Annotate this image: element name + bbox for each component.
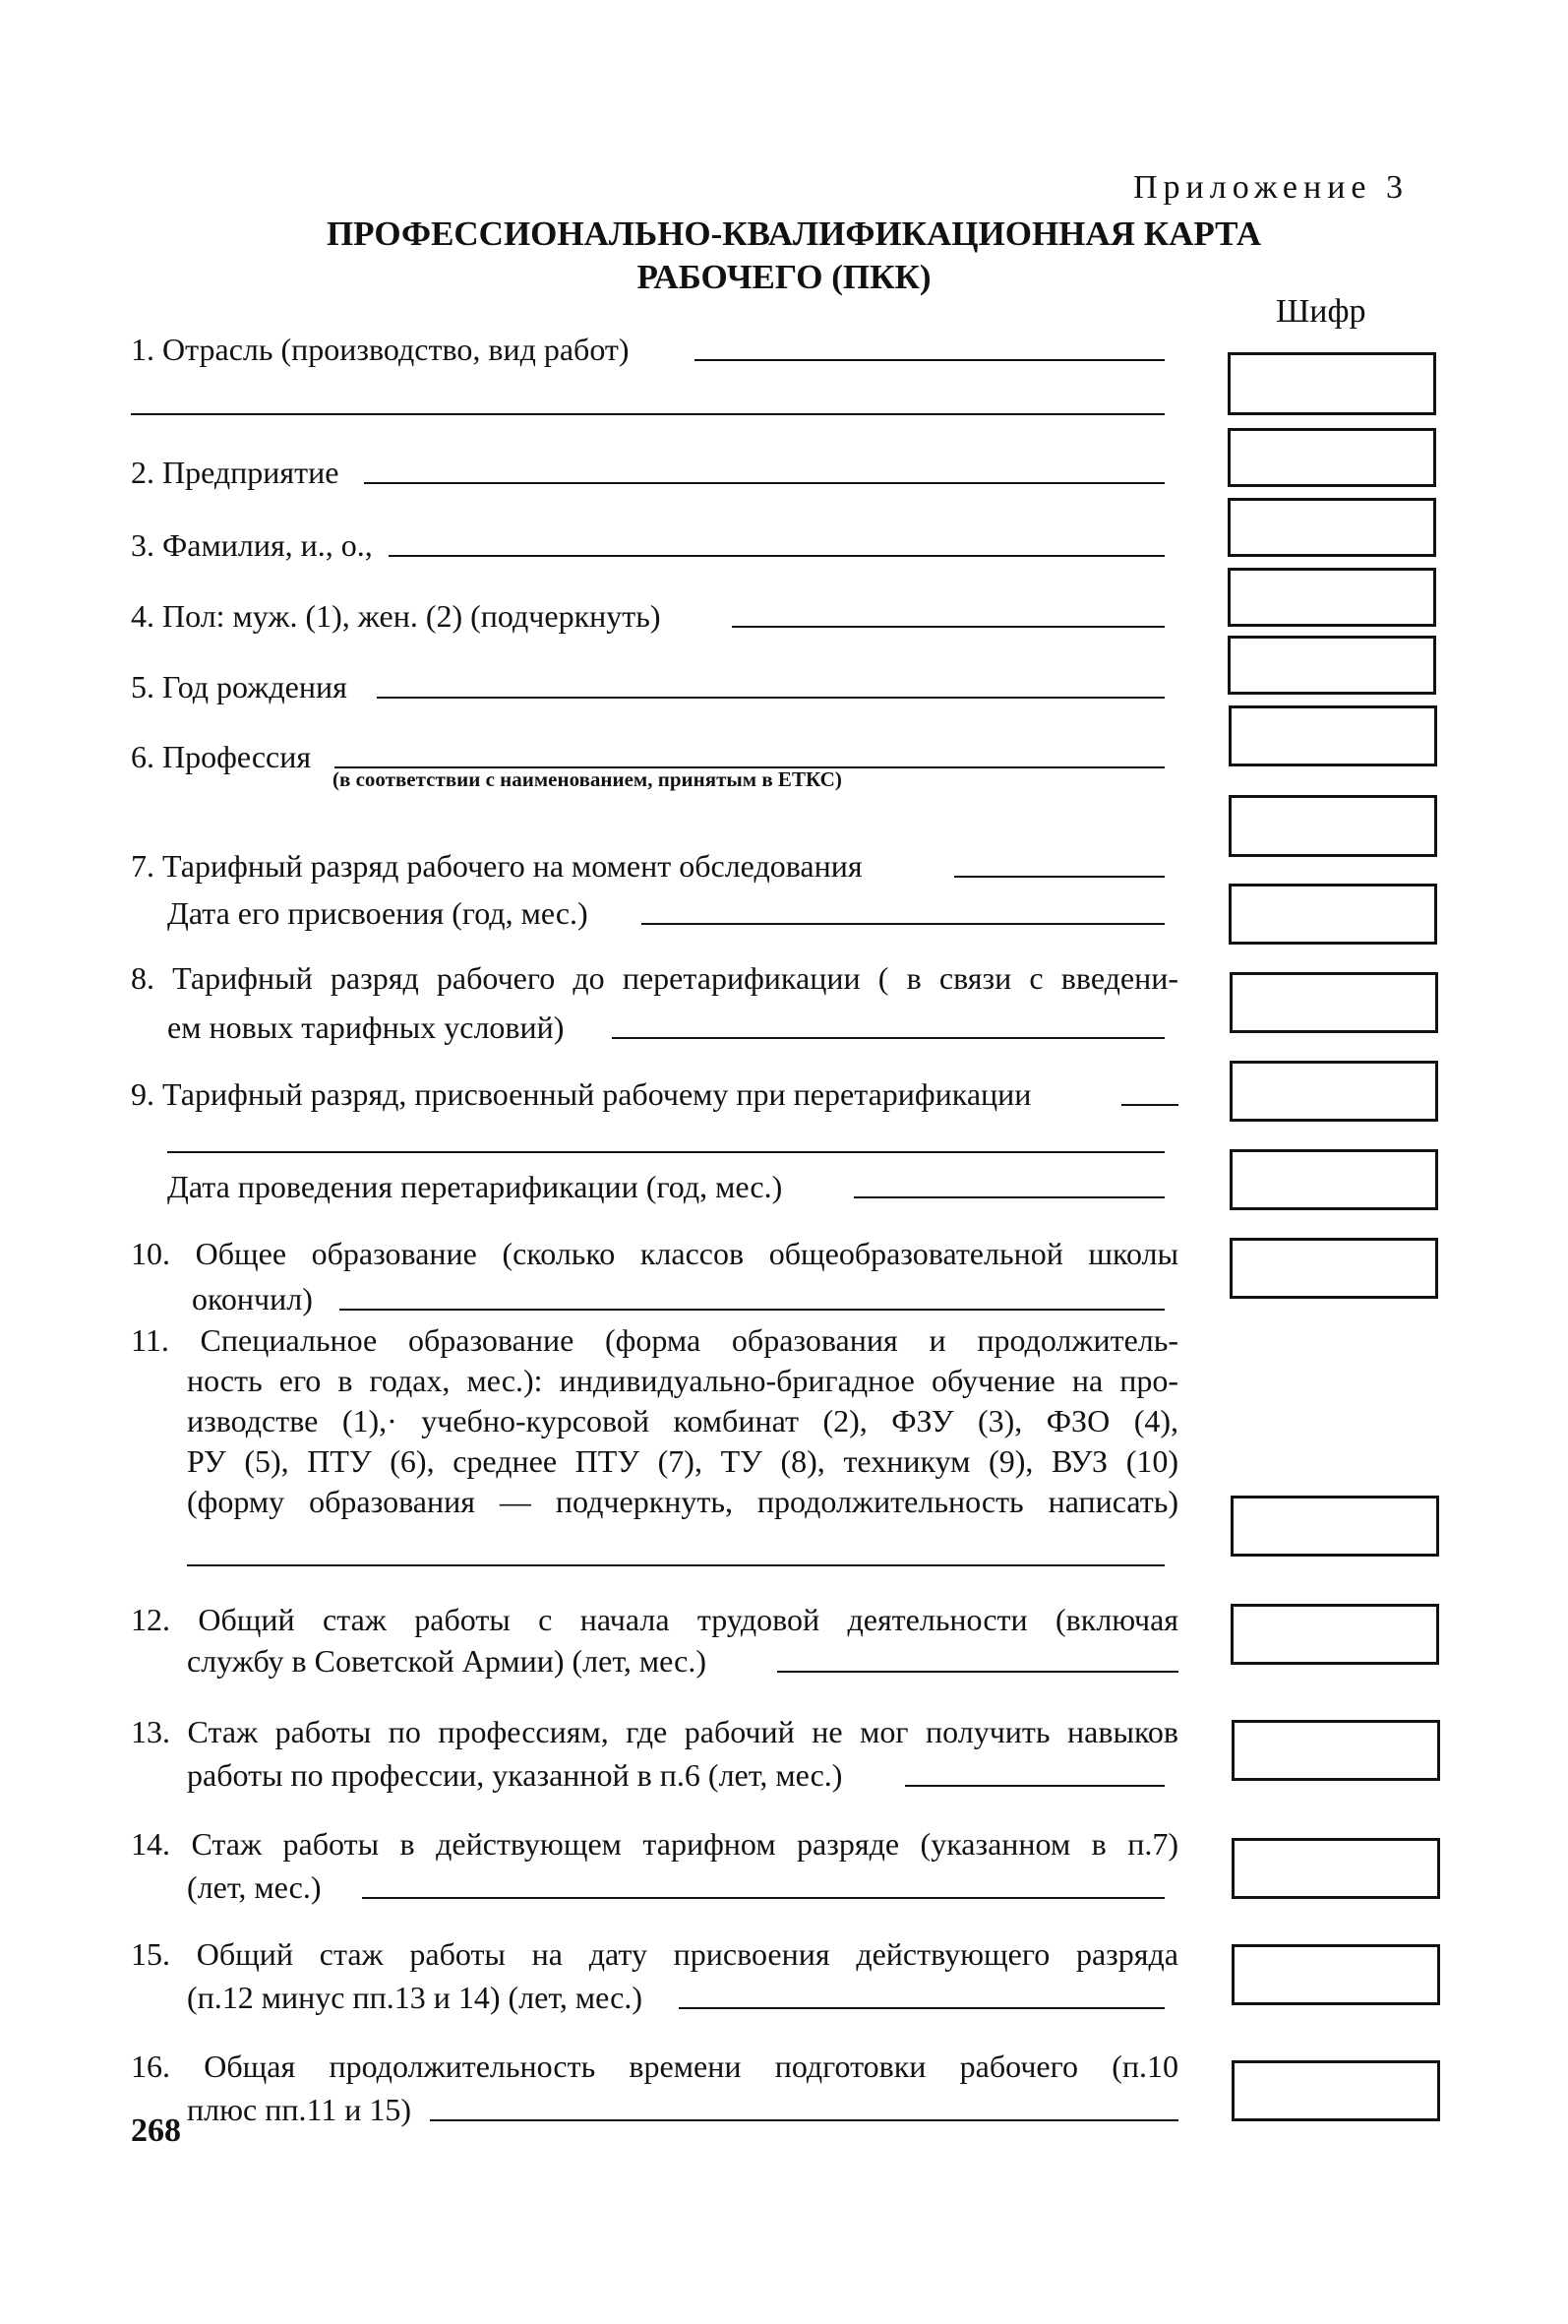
item-4-field[interactable]: [732, 626, 1165, 628]
item-1-label: 1. Отрасль (производство, вид работ): [131, 332, 630, 367]
cipher-box-10[interactable]: [1230, 1061, 1438, 1122]
item-1-field[interactable]: [694, 359, 1165, 361]
cipher-box-3[interactable]: [1228, 498, 1436, 557]
cipher-box-12[interactable]: [1230, 1238, 1438, 1299]
item-3-label: 3. Фамилия, и., о.,: [131, 527, 373, 563]
item-12-line1: 12. Общий стаж работы с начала трудовой деятельности (включая: [131, 1602, 1178, 1637]
item-7-field[interactable]: [954, 876, 1165, 878]
item-13-line1: 13. Стаж работы по профессиям, где рабочий не мог получить навыков: [131, 1714, 1178, 1749]
item-6-note: (в соответствии с наименованием, принятым в ЕТКС): [332, 767, 842, 791]
item-16-line2: плюс пп.11 и 15): [187, 2092, 412, 2127]
item-4-label: 4. Пол: муж. (1), жен. (2) (подчеркнуть): [131, 598, 661, 634]
item-11-line5: (форму образования — подчеркнуть, продолжительность написать): [187, 1484, 1178, 1519]
item-1-field-extra[interactable]: [131, 413, 1165, 415]
item-8-field[interactable]: [612, 1037, 1165, 1039]
cipher-box-18[interactable]: [1232, 2060, 1440, 2121]
item-11-field[interactable]: [187, 1564, 1165, 1566]
item-5-label: 5. Год рождения: [131, 669, 347, 704]
item-15-line2: (п.12 минус пп.13 и 14) (лет, мес.): [187, 1980, 643, 2015]
cipher-box-16[interactable]: [1232, 1838, 1440, 1899]
item-11-line1: 11. Специальное образование (форма образования и продолжитель-: [131, 1322, 1178, 1358]
cipher-box-13[interactable]: [1231, 1496, 1439, 1557]
cipher-box-17[interactable]: [1232, 1944, 1440, 2005]
item-6-label: 6. Профессия: [131, 739, 312, 774]
item-13-line2: работы по профессии, указанной в п.6 (лет, мес.): [187, 1757, 843, 1793]
item-12-field[interactable]: [777, 1671, 1178, 1673]
item-9-label: 9. Тарифный разряд, присвоенный рабочему при перетарификации: [131, 1076, 1032, 1112]
item-12-line2: службу в Советской Армии) (лет, мес.): [187, 1643, 706, 1679]
item-11-line2: ность его в годах, мес.): индивидуально-бригадное обучение на про-: [187, 1363, 1178, 1398]
item-14-line1: 14. Стаж работы в действующем тарифном разряде (указанном в п.7): [131, 1826, 1178, 1862]
item-10-field[interactable]: [339, 1309, 1165, 1311]
item-2-field[interactable]: [364, 482, 1165, 484]
item-16-field[interactable]: [430, 2119, 1178, 2121]
page-number: 268: [131, 2112, 181, 2149]
item-8-line2: ем новых тарифных условий): [167, 1009, 565, 1045]
item-9-field[interactable]: [1121, 1104, 1178, 1106]
cipher-box-11[interactable]: [1230, 1149, 1438, 1210]
item-14-field[interactable]: [362, 1897, 1165, 1899]
cipher-box-9[interactable]: [1230, 972, 1438, 1033]
item-13-field[interactable]: [905, 1785, 1165, 1787]
item-11-line4: РУ (5), ПТУ (6), среднее ПТУ (7), ТУ (8), техникум (9), ВУЗ (10): [187, 1443, 1178, 1479]
cipher-box-7[interactable]: [1229, 795, 1437, 857]
item-11-line3: изводстве (1),· учебно-курсовой комбинат (2), ФЗУ (3), ФЗО (4),: [187, 1403, 1178, 1438]
cipher-box-5[interactable]: [1228, 636, 1436, 695]
item-10-line2: окончил): [192, 1281, 313, 1316]
item-14-line2: (лет, мес.): [187, 1869, 322, 1905]
item-9-date-label: Дата проведения перетарификации (год, мес.): [167, 1169, 783, 1204]
item-10-line1: 10. Общее образование (сколько классов общеобразовательной школы: [131, 1236, 1178, 1271]
cipher-column-label: Шифр: [1276, 293, 1366, 330]
item-15-line1: 15. Общий стаж работы на дату присвоения действующего разряда: [131, 1936, 1178, 1972]
item-9-date-field[interactable]: [854, 1196, 1165, 1198]
item-15-field[interactable]: [679, 2007, 1165, 2009]
item-2-label: 2. Предприятие: [131, 455, 339, 490]
cipher-box-6[interactable]: [1229, 705, 1437, 766]
cipher-box-14[interactable]: [1231, 1604, 1439, 1665]
cipher-box-4[interactable]: [1228, 568, 1436, 627]
item-8-line1: 8. Тарифный разряд рабочего до перетарификации ( в связи с введени-: [131, 960, 1178, 996]
cipher-box-2[interactable]: [1228, 428, 1436, 487]
item-3-field[interactable]: [389, 555, 1165, 557]
item-7-label: 7. Тарифный разряд рабочего на момент обследования: [131, 848, 863, 884]
item-9-field-extra[interactable]: [167, 1151, 1165, 1153]
item-5-field[interactable]: [377, 697, 1165, 699]
item-7-date-label: Дата его присвоения (год, мес.): [167, 895, 588, 931]
cipher-box-15[interactable]: [1232, 1720, 1440, 1781]
form-title-line1: ПРОФЕССИОНАЛЬНО-КВАЛИФИКАЦИОННАЯ КАРТА: [326, 214, 1262, 253]
item-16-line1: 16. Общая продолжительность времени подготовки рабочего (п.10: [131, 2049, 1178, 2084]
appendix-label: Приложение 3: [1133, 169, 1409, 206]
item-7-date-field[interactable]: [641, 923, 1165, 925]
cipher-box-8[interactable]: [1229, 884, 1437, 945]
form-title-line2: РАБОЧЕГО (ПКК): [636, 258, 932, 296]
cipher-box-1[interactable]: [1228, 352, 1436, 415]
